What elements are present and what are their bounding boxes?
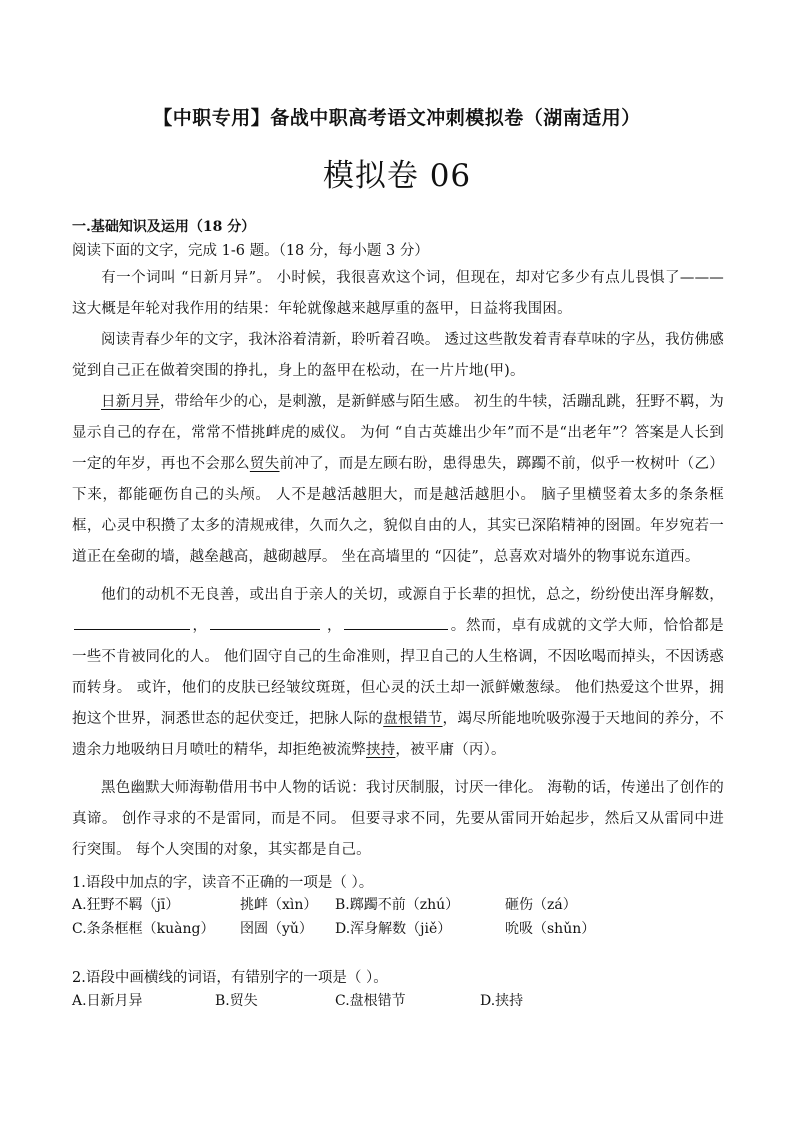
passage-paragraph-1: 有一个词叫 “日新月异”。 小时候，我很喜欢这个词，但现在，却对它多少有点儿畏惧了———这大概是年轮对我作用的结果：年轮就像越来越厚重的盔甲，日益将我围困。 xyxy=(72,270,724,317)
underlined-word: 挟持 xyxy=(366,742,396,758)
q1-option-d-2: 吮吸（shǔn） xyxy=(505,921,596,937)
instruction-text: 阅读下面的文字，完成 1-6 题。（18 分，每小题 3 分） xyxy=(72,243,429,259)
q1-option-c-2: 囹圄（yǔ） xyxy=(240,921,313,937)
passage-paragraph-3: 日新月异，带给年少的心，是刺激，是新鲜感与陌生感。 初生的牛犊，活蹦乱跳，狂野不羁，为显示自己的存在，常常不惜挑衅虎的威仪。 为何 “自古英雄出少年”而不是“出老年”？答案是人长到一定的年岁，再也不会那么贸失前冲了，而是左顾右盼，患得患失，踯躅不前，似乎一枚树叶（乙）下来，都能砸伤自己的头颅。 人不是越活越胆大，而是越活越胆小。 脑子里横竖着太多的条条框框，心灵中积攒了太多的清规戒律，久而久之，貌似自由的人，其实已深陷精神的囹圄。年岁宛若一道正在垒砌的墙，越垒越高，越砌越厚。 坐在高墙里的 “囚徒”，总喜欢对墙外的物事说东道西。 xyxy=(72,394,725,565)
q1-option-a-2: 挑衅（xìn） xyxy=(240,897,318,913)
passage-paragraph-4: 他们的动机不无良善，或出自于亲人的关切，或源自于长辈的担忧，总之，纷纷使出浑身解数，， ， 。然而，卓有成就的文学大师，恰恰都是一些不肯被同化的人。 他们固守自己的生命准则，捍卫自己的人生格调，不因吆喝而掉头，不因诱惑而转身。 或许，他们的皮肤已经皱纹斑斑，但心灵的沃土却一派鲜嫩葱绿。 他们热爱这个世界，拥抱这个世界，洞悉世态的起伏变迁，把脉人际的盘根错节，竭尽所能地吮吸弥漫于天地间的养分，不遗余力地吸纳日月喷吐的精华，却拒绝被流弊挟持，被平庸（丙）。 xyxy=(72,587,724,758)
q2-option-a: A.日新月异 xyxy=(72,993,143,1009)
q1-option-b-2: 砸伤（zá） xyxy=(505,897,577,913)
underlined-word: 日新月异 xyxy=(101,394,160,410)
exam-header: 【中职专用】备战中职高考语文冲刺模拟卷（湖南适用） xyxy=(153,107,641,129)
q2-option-b: B.贸失 xyxy=(215,993,258,1009)
q1-option-c: C.条条框框（kuàng） xyxy=(72,921,215,937)
q1-option-b: B.踯躅不前（zhú） xyxy=(335,897,460,913)
q1-option-a: A.狂野不羁（jī） xyxy=(72,897,180,913)
fill-blank xyxy=(210,615,320,630)
q1-option-d: D.浑身解数（jiě） xyxy=(335,921,452,937)
question-2-stem: 2.语段中画横线的词语，有错别字的一项是（ ）。 xyxy=(72,970,388,986)
passage-paragraph-2: 阅读青春少年的文字，我沐浴着清新，聆听着召唤。 透过这些散发着青春草味的字丛，我仿佛感觉到自己正在做着突围的挣扎，身上的盔甲在松动，在一片片地(甲)。 xyxy=(72,332,724,379)
fill-blank xyxy=(74,615,190,630)
section-heading: 一.基础知识及运用（18 分） xyxy=(72,219,256,235)
question-1-stem: 1.语段中加点的字，读音不正确的一项是（ ）。 xyxy=(72,875,374,891)
q2-option-d: D.挟持 xyxy=(480,993,524,1009)
underlined-word: 盘根错节 xyxy=(383,711,443,727)
underlined-word: 贸失 xyxy=(249,456,280,472)
q2-option-c: C.盘根错节 xyxy=(335,993,406,1009)
fill-blank xyxy=(344,615,448,630)
page-title: 模拟卷 06 xyxy=(322,158,472,194)
passage-paragraph-5: 黑色幽默大师海勒借用书中人物的话说：我讨厌制服，讨厌一律化。 海勒的话，传递出了创作的真谛。 创作寻求的不是雷同，而是不同。 但要寻求不同，先要从雷同开始起步，然后又从雷同中进行突围。 每个人突围的对象，其实都是自己。 xyxy=(72,780,724,858)
